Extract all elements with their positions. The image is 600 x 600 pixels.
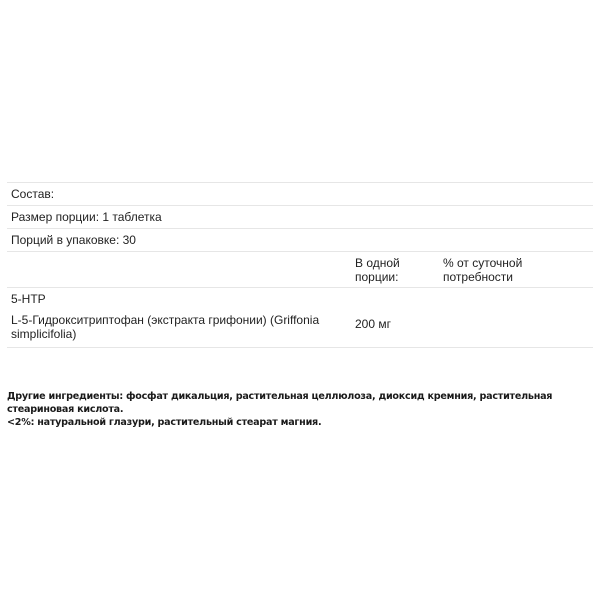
facts-title-row [7,182,593,205]
ingredient-row [7,309,443,341]
other-ingredients [7,390,593,429]
ingredient-amount: 200 мг [355,317,391,331]
column-header-amount: В одной порции: [355,256,400,284]
column-header-daily-value: % от суточной потребности [443,256,523,284]
serving-size-row [7,205,593,228]
table-bottom-divider [7,347,593,348]
ingredient-name: L-5-Гидрокситриптофан (экстракта грифонии) (Griffonia simplicifolia) [11,313,320,341]
supplement-facts-table [7,182,593,348]
ingredients-body [7,287,593,347]
ingredient-group-row [7,292,355,309]
servings-per-container-row [7,228,593,251]
serving-size: Размер порции: 1 таблетка [11,210,162,224]
other-ingredients-line-1: Другие ингредиенты: фосфат дикальция, растительная целлюлоза, диоксид кремния, растительная стеариновая кислота. [7,391,553,415]
other-ingredients-line-2: <2%: натуральной глазури, растительный стеарат магния. [7,417,322,428]
table-header-row [7,251,593,287]
servings-per-container: Порций в упаковке: 30 [11,233,136,247]
ingredient-group-label: 5-HTP [11,292,46,306]
facts-title: Состав: [11,187,55,201]
